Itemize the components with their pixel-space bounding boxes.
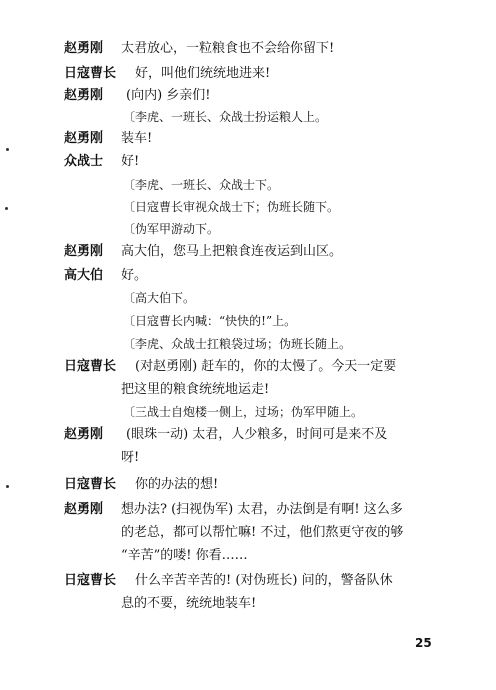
- line-text: 什么辛苦辛苦的! (对伪班长) 问的，警备队休: [135, 573, 393, 588]
- line-text: (对赵勇刚) 赶车的，你的太慢了。今天一定要: [135, 359, 397, 374]
- page-number: 25: [415, 636, 432, 650]
- speaker-name: 日寇曹长: [64, 477, 117, 492]
- line-continuation: 的老总，都可以帮忙嘛! 不过，他们熬更守夜的够: [121, 525, 404, 540]
- speaker-name: 日寇曹长: [64, 66, 117, 81]
- line-text: 太君放心，一粒粮食也不会给你留下!: [121, 41, 335, 56]
- dialogue-line: [64, 154, 140, 170]
- dialogue-line: [64, 88, 211, 104]
- speaker-name: 赵勇刚: [64, 427, 104, 442]
- dialogue-line: [64, 66, 271, 82]
- speaker-name: 众战士: [64, 154, 104, 169]
- stage-direction: 〔日寇曹长审视众战士下；伪班长随下。: [123, 200, 340, 214]
- scan-speck: [5, 207, 8, 210]
- line-text: 好!: [121, 154, 140, 169]
- stage-direction: 〔李虎、一班长、众战士下。: [123, 178, 280, 192]
- line-text: 高大伯，您马上把粮食连夜运到山区。: [121, 244, 343, 259]
- stage-direction: 〔伪军甲游动下。: [123, 222, 220, 236]
- line-text: 装车!: [121, 131, 153, 146]
- line-text: (眼珠一动) 太君，人少粮多，时间可是来不及: [126, 427, 388, 442]
- dialogue-line: [64, 502, 403, 518]
- dialogue-line: [64, 477, 219, 493]
- dialogue-line: [64, 359, 397, 375]
- stage-direction: 〔高大伯下。: [123, 291, 196, 305]
- line-continuation: 呀!: [121, 450, 140, 465]
- scan-speck: [6, 485, 9, 488]
- line-continuation: 把这里的粮食统统地运走!: [121, 382, 270, 397]
- dialogue-line: [64, 427, 388, 443]
- line-text: 好。: [121, 268, 148, 283]
- dialogue-line: [64, 131, 153, 147]
- dialogue-line: [64, 244, 343, 260]
- line-text: (向内) 乡亲们!: [126, 88, 211, 103]
- line-text: 想办法? (扫视伪军) 太君，办法倒是有啊! 这么多: [121, 502, 403, 517]
- stage-direction: 〔李虎、一班长、众战士扮运粮人上。: [123, 110, 328, 124]
- speaker-name: 赵勇刚: [64, 131, 104, 146]
- speaker-name: 赵勇刚: [64, 502, 104, 517]
- stage-direction: 〔三战士自炮楼一侧上，过场；伪军甲随上。: [123, 405, 364, 419]
- dialogue-line: [64, 268, 148, 284]
- speaker-name: 赵勇刚: [64, 41, 104, 56]
- line-text: 你的办法的想!: [135, 477, 219, 492]
- dialogue-line: [64, 573, 393, 589]
- speaker-name: 赵勇刚: [64, 244, 104, 259]
- speaker-name: 日寇曹长: [64, 573, 117, 588]
- line-continuation: “辛苦”的喽! 你看……: [121, 548, 248, 563]
- speaker-name: 赵勇刚: [64, 88, 104, 103]
- dialogue-line: [64, 41, 335, 57]
- line-continuation: 息的不要，统统地装车!: [121, 596, 257, 611]
- stage-direction: 〔李虎、众战士扛粮袋过场；伪班长随上。: [123, 337, 352, 351]
- speaker-name: 高大伯: [64, 268, 104, 283]
- scan-speck: [6, 148, 9, 151]
- stage-direction: 〔日寇曹长内喊：“快快的!”上。: [123, 314, 297, 328]
- speaker-name: 日寇曹长: [64, 359, 117, 374]
- line-text: 好，叫他们统统地进来!: [135, 66, 271, 81]
